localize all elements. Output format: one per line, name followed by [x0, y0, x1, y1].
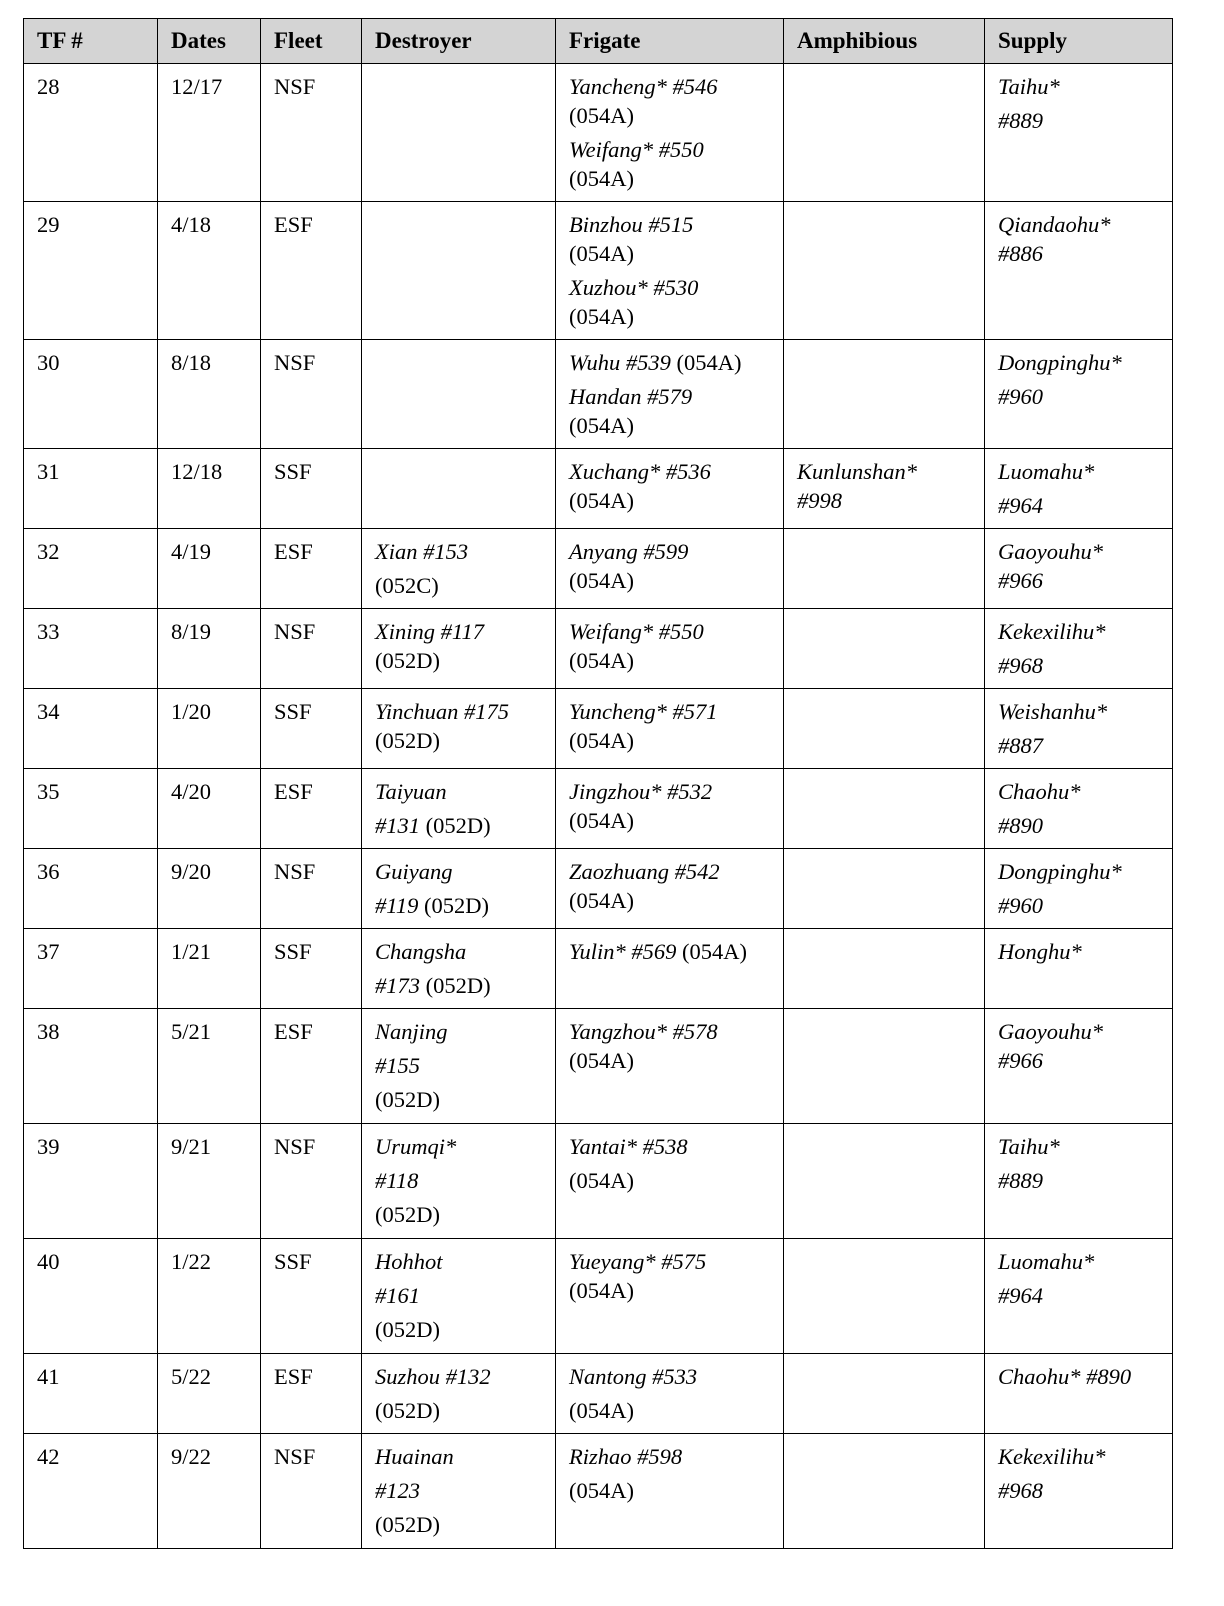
destroyer-hull: #123 [375, 1478, 420, 1503]
fleet-cell: NSF [261, 609, 362, 689]
frigate-cell [556, 769, 784, 849]
supply-cell [985, 449, 1173, 529]
supply-cell [985, 529, 1173, 609]
frigate-name: Nantong #533 [569, 1364, 698, 1389]
supply-name: Gaoyouhu* [998, 1019, 1103, 1044]
frigate-class: (054A) [569, 166, 634, 191]
frigate-class: (054A) [569, 1398, 634, 1423]
date-cell: 9/20 [158, 849, 261, 929]
header-destroyer: Destroyer [362, 19, 556, 64]
date-cell: 12/17 [158, 64, 261, 202]
tf-cell: 34 [24, 689, 158, 769]
supply-hull: #964 [998, 1283, 1043, 1308]
destroyer-name: Nanjing [375, 1019, 448, 1044]
frigate-cell [556, 1124, 784, 1239]
amphibious-cell [784, 849, 985, 929]
fleet-cell: NSF [261, 1434, 362, 1549]
amphibious-cell [784, 609, 985, 689]
frigate-class: (054A) [569, 1168, 634, 1193]
destroyer-class: (052D) [425, 973, 491, 998]
supply-name: Taihu* [998, 1134, 1060, 1159]
table-row [24, 609, 1173, 689]
supply-cell [985, 849, 1173, 929]
table-row [24, 1434, 1173, 1549]
tf-cell: 28 [24, 64, 158, 202]
amphibious-cell [784, 449, 985, 529]
destroyer-cell [362, 1124, 556, 1239]
table-row [24, 849, 1173, 929]
table-row [24, 202, 1173, 340]
tf-cell: 36 [24, 849, 158, 929]
frigate-class: (054A) [569, 1478, 634, 1503]
tf-cell: 30 [24, 340, 158, 449]
frigate-cell [556, 64, 784, 202]
destroyer-hull: #161 [375, 1283, 420, 1308]
table-row [24, 929, 1173, 1009]
tf-cell: 31 [24, 449, 158, 529]
destroyer-hull: #131 [375, 813, 420, 838]
frigate-cell [556, 1239, 784, 1354]
frigate-class: (054A) [569, 1048, 634, 1073]
amphibious-cell [784, 529, 985, 609]
table-row [24, 449, 1173, 529]
tf-cell: 39 [24, 1124, 158, 1239]
frigate-cell [556, 689, 784, 769]
date-cell: 9/21 [158, 1124, 261, 1239]
destroyer-name: Huainan [375, 1444, 454, 1469]
frigate-name: Yuncheng* #571 [569, 699, 718, 724]
tf-cell: 35 [24, 769, 158, 849]
frigate-class: (054A) [681, 939, 747, 964]
frigate-name: Yantai* #538 [569, 1134, 688, 1159]
amphibious-cell [784, 769, 985, 849]
destroyer-cell [362, 1434, 556, 1549]
amphibious-cell [784, 1239, 985, 1354]
supply-cell [985, 929, 1173, 1009]
fleet-cell: ESF [261, 769, 362, 849]
header-tf: TF # [24, 19, 158, 64]
fleet-cell: ESF [261, 202, 362, 340]
frigate-name: Zaozhuang #542 [569, 859, 720, 884]
date-cell: 4/18 [158, 202, 261, 340]
amphibious-cell [784, 1124, 985, 1239]
amphibious-hull: #998 [797, 488, 842, 513]
date-cell: 4/20 [158, 769, 261, 849]
destroyer-cell [362, 529, 556, 609]
table-row [24, 769, 1173, 849]
destroyer-name: Guiyang [375, 859, 453, 884]
supply-hull: #960 [998, 893, 1043, 918]
frigate-cell [556, 340, 784, 449]
frigate-name: Yulin* #569 [569, 939, 677, 964]
frigate-name: Jingzhou* #532 [569, 779, 713, 804]
supply-cell [985, 340, 1173, 449]
destroyer-name: Urumqi* [375, 1134, 457, 1159]
supply-name: Taihu* [998, 74, 1060, 99]
destroyer-class: (052D) [375, 1398, 440, 1423]
frigate-line [569, 348, 777, 377]
amphibious-cell [784, 1354, 985, 1434]
destroyer-class: (052D) [423, 893, 489, 918]
table-row [24, 64, 1173, 202]
supply-hull: #966 [998, 1048, 1043, 1073]
tf-cell: 42 [24, 1434, 158, 1549]
destroyer-hull: #173 [375, 973, 420, 998]
supply-name: Weishanhu* [998, 699, 1108, 724]
destroyer-cell [362, 929, 556, 1009]
frigate-cell [556, 1434, 784, 1549]
destroyer-name: Suzhou #132 [375, 1364, 491, 1389]
amphibious-cell [784, 340, 985, 449]
header-amphibious: Amphibious [784, 19, 985, 64]
table-row [24, 529, 1173, 609]
tf-cell: 41 [24, 1354, 158, 1434]
frigate-class: (054A) [569, 808, 634, 833]
date-cell: 5/22 [158, 1354, 261, 1434]
date-cell: 1/21 [158, 929, 261, 1009]
supply-hull: #887 [998, 733, 1043, 758]
destroyer-class: (052C) [375, 573, 439, 598]
frigate-name: Xuzhou* #530 [569, 275, 699, 300]
frigate-name: Yancheng* #546 [569, 74, 718, 99]
table-row [24, 1354, 1173, 1434]
destroyer-line [375, 971, 549, 1000]
destroyer-cell [362, 202, 556, 340]
destroyer-cell [362, 340, 556, 449]
tf-cell: 37 [24, 929, 158, 1009]
destroyer-cell [362, 1354, 556, 1434]
frigate-name: Wuhu #539 [569, 350, 671, 375]
destroyer-name: Yinchuan #175 [375, 699, 509, 724]
header-row [24, 19, 1173, 64]
table-row [24, 1239, 1173, 1354]
fleet-cell: NSF [261, 849, 362, 929]
amphibious-cell [784, 929, 985, 1009]
supply-name: Luomahu* [998, 459, 1095, 484]
destroyer-cell [362, 689, 556, 769]
frigate-class: (054A) [569, 568, 634, 593]
destroyer-hull: #155 [375, 1053, 420, 1078]
header-fleet: Fleet [261, 19, 362, 64]
destroyer-class: (052D) [375, 648, 440, 673]
destroyer-cell [362, 449, 556, 529]
fleet-cell: NSF [261, 64, 362, 202]
tf-cell: 38 [24, 1009, 158, 1124]
supply-name: Qiandaohu* [998, 212, 1111, 237]
date-cell: 12/18 [158, 449, 261, 529]
amphibious-cell [784, 689, 985, 769]
frigate-class: (054A) [569, 304, 634, 329]
tf-cell: 29 [24, 202, 158, 340]
supply-hull: #890 [998, 813, 1043, 838]
frigate-class: (054A) [569, 1278, 634, 1303]
table-row [24, 1009, 1173, 1124]
frigate-name: Yangzhou* #578 [569, 1019, 718, 1044]
frigate-class: (054A) [569, 103, 634, 128]
frigate-name: Anyang #599 [569, 539, 689, 564]
fleet-cell: ESF [261, 529, 362, 609]
frigate-name: Weifang* #550 [569, 137, 704, 162]
destroyer-name: Changsha [375, 939, 467, 964]
destroyer-class: (052D) [375, 728, 440, 753]
tf-cell: 40 [24, 1239, 158, 1354]
destroyer-cell [362, 769, 556, 849]
frigate-name: Weifang* #550 [569, 619, 704, 644]
supply-hull: #966 [998, 568, 1043, 593]
frigate-class: (054A) [569, 888, 634, 913]
frigate-class: (054A) [569, 648, 634, 673]
supply-name: Kekexilihu* [998, 619, 1106, 644]
header-dates: Dates [158, 19, 261, 64]
amphibious-cell [784, 64, 985, 202]
date-cell: 8/18 [158, 340, 261, 449]
destroyer-hull: #118 [375, 1168, 419, 1193]
tf-cell: 33 [24, 609, 158, 689]
frigate-name: Yueyang* #575 [569, 1249, 707, 1274]
frigate-cell [556, 929, 784, 1009]
supply-hull: #886 [998, 241, 1043, 266]
table-row [24, 340, 1173, 449]
supply-cell [985, 1124, 1173, 1239]
supply-cell [985, 64, 1173, 202]
amphibious-name: Kunlunshan* [797, 459, 918, 484]
frigate-class: (054A) [569, 728, 634, 753]
amphibious-cell [784, 1434, 985, 1549]
supply-cell [985, 609, 1173, 689]
frigate-name: Binzhou #515 [569, 212, 694, 237]
frigate-name: Xuchang* #536 [569, 459, 711, 484]
table-row [24, 1124, 1173, 1239]
fleet-cell: SSF [261, 1239, 362, 1354]
date-cell: 9/22 [158, 1434, 261, 1549]
destroyer-name: Xian #153 [375, 539, 469, 564]
frigate-cell [556, 1009, 784, 1124]
date-cell: 4/19 [158, 529, 261, 609]
destroyer-class: (052D) [375, 1202, 440, 1227]
supply-hull: #889 [998, 1168, 1043, 1193]
destroyer-cell [362, 609, 556, 689]
destroyer-name: Taiyuan [375, 779, 447, 804]
supply-name: Honghu* [998, 939, 1082, 964]
supply-name: Chaohu* #890 [998, 1364, 1132, 1389]
supply-cell [985, 1434, 1173, 1549]
frigate-class: (054A) [569, 488, 634, 513]
frigate-name: Rizhao #598 [569, 1444, 683, 1469]
destroyer-line [375, 811, 549, 840]
destroyer-class: (052D) [375, 1317, 440, 1342]
fleet-cell: ESF [261, 1354, 362, 1434]
supply-cell [985, 202, 1173, 340]
date-cell: 1/22 [158, 1239, 261, 1354]
frigate-cell [556, 1354, 784, 1434]
frigate-cell [556, 609, 784, 689]
date-cell: 1/20 [158, 689, 261, 769]
supply-cell [985, 1354, 1173, 1434]
fleet-cell: NSF [261, 340, 362, 449]
frigate-class: (054A) [569, 413, 634, 438]
header-frigate: Frigate [556, 19, 784, 64]
supply-cell [985, 1009, 1173, 1124]
supply-name: Gaoyouhu* [998, 539, 1103, 564]
fleet-cell: ESF [261, 1009, 362, 1124]
supply-hull: #964 [998, 493, 1043, 518]
frigate-cell [556, 849, 784, 929]
destroyer-line [375, 891, 549, 920]
destroyer-cell [362, 1239, 556, 1354]
fleet-cell: NSF [261, 1124, 362, 1239]
destroyer-cell [362, 64, 556, 202]
fleet-cell: SSF [261, 689, 362, 769]
destroyer-hull: #119 [375, 893, 419, 918]
amphibious-cell [784, 1009, 985, 1124]
frigate-class: (054A) [676, 350, 742, 375]
supply-cell [985, 1239, 1173, 1354]
supply-name: Chaohu* [998, 779, 1081, 804]
tf-cell: 32 [24, 529, 158, 609]
date-cell: 5/21 [158, 1009, 261, 1124]
supply-hull: #968 [998, 1478, 1043, 1503]
supply-name: Dongpinghu* [998, 859, 1122, 884]
supply-hull: #968 [998, 653, 1043, 678]
frigate-line [569, 937, 777, 966]
supply-name: Kekexilihu* [998, 1444, 1106, 1469]
destroyer-name: Xining #117 [375, 619, 484, 644]
amphibious-cell [784, 202, 985, 340]
destroyer-cell [362, 849, 556, 929]
frigate-name: Handan #579 [569, 384, 693, 409]
frigate-cell [556, 449, 784, 529]
frigate-class: (054A) [569, 241, 634, 266]
supply-name: Dongpinghu* [998, 350, 1122, 375]
fleet-cell: SSF [261, 449, 362, 529]
supply-name: Luomahu* [998, 1249, 1095, 1274]
destroyer-class: (052D) [425, 813, 491, 838]
supply-cell [985, 769, 1173, 849]
fleet-cell: SSF [261, 929, 362, 1009]
supply-hull: #889 [998, 108, 1043, 133]
destroyer-name: Hohhot [375, 1249, 443, 1274]
frigate-cell [556, 529, 784, 609]
frigate-cell [556, 202, 784, 340]
destroyer-class: (052D) [375, 1087, 440, 1112]
header-supply: Supply [985, 19, 1173, 64]
supply-cell [985, 689, 1173, 769]
table-row [24, 689, 1173, 769]
task-force-table [23, 18, 1173, 1549]
destroyer-cell [362, 1009, 556, 1124]
date-cell: 8/19 [158, 609, 261, 689]
destroyer-class: (052D) [375, 1512, 440, 1537]
supply-hull: #960 [998, 384, 1043, 409]
